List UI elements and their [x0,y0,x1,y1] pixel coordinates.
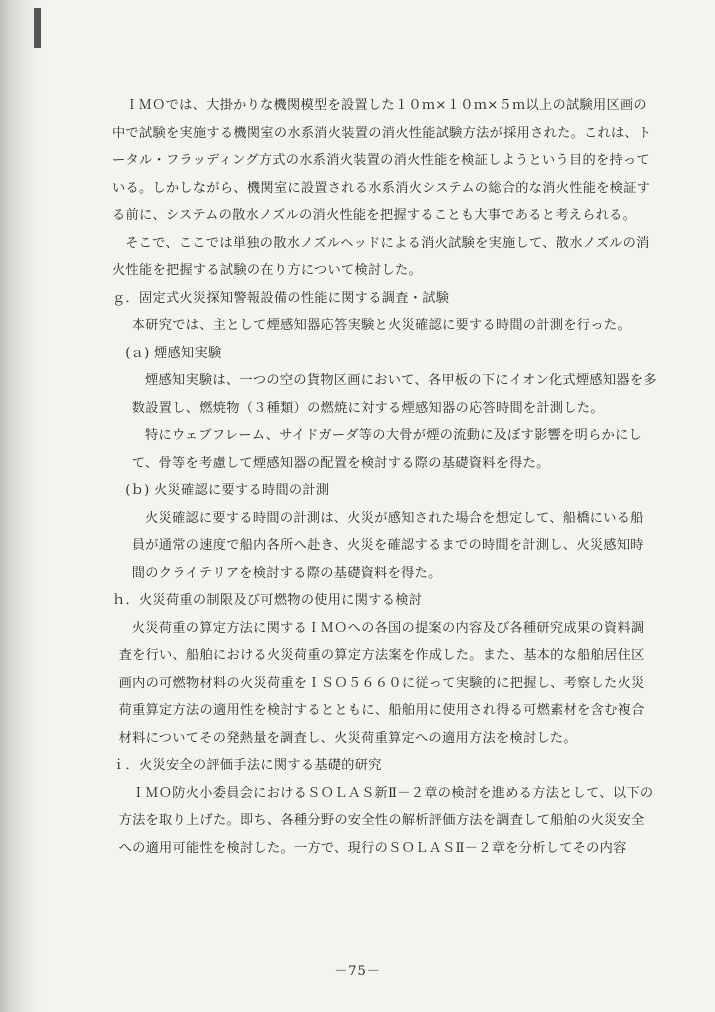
subsection-a-body-1: 煙感知実験は、一つの空の貨物区画において、各甲板の下にイオン化式煙感知器を多数設置し、燃焼物（３種類）の燃焼に対する煙感知器の応答時間を計測した。 [131,373,657,416]
scan-binding-mark [34,8,41,48]
section-heading-h: ｈ．火災荷重の制限及び可燃物の使用に関する検討 [112,593,423,608]
section-heading-i: ｉ．火災安全の評価手法に関する基礎的研究 [112,758,382,773]
section-heading-g: ｇ．固定式火災探知警報設備の性能に関する調査・試験 [112,290,450,306]
page-number: －75－ [334,964,381,979]
document-body [112,92,657,862]
paragraph-nozzle-test: そこで、ここでは単独の散水ノズルヘッドによる消火試験を実施して、散水ノズルの消火性能を把握する試験の在り方について検討した。 [112,235,650,278]
scan-binding-edge [0,0,46,1012]
section-h-body: 火災荷重の算定方法に関するＩＭＯへの各国の提案の内容及び各種研究成果の資料調査を行い、船舶における火災荷重の算定方法案を作成した。また、基本的な船舶居住区画内の可燃物材料の火災荷重をＩＳＯ５６６０に従って実験的に把握し、考察した火災荷重算定方法の適用性を検討するとともに、船舶用に使用され得る可燃素材を含む複合材料についてその発熱量を調査し、火災荷重算定への適用方法を検討した。 [118,620,645,746]
subsection-heading-a: (ａ) 煙感知実験 [125,345,222,361]
subsection-heading-b: (ｂ) 火災確認に要する時間の計測 [125,483,330,498]
paragraph-imo-test-method: ＩＭＯでは、大掛かりな機関模型を設置した１０ｍ×１０ｍ×５ｍ以上の試験用区画の中で試験を実施する機関室の水系消火装置の消火性能試験方法が採用された。これは、トータル・フラッディング方式の水系消火装置の消火性能を検証しようという目的を持っている。しかしながら、機関室に設置される水系消火システムの総合的な消火性能を検証する前に、システムの散水ノズルの消火性能を把握することも大事であると考えられる。 [112,98,652,223]
section-i-body: ＩＭＯ防火小委員会におけるＳＯＬＡＳ新Ⅱ－２章の検討を進める方法として、以下の方法を取り上げた。即ち、各種分野の安全性の解析評価方法を調査して船舶の火災安全への適用可能性を検討した。一方で、現行のＳＯＬＡＳⅡ－２章を分析してその内容 [118,785,654,856]
section-g-body: 本研究では、主として煙感知器応答実験と火災確認に要する時間の計測を行った。 [131,318,631,333]
subsection-a-body-2: 特にウェブフレーム、サイドガーダ等の大骨が煙の流動に及ぼす影響を明らかにして、骨等を考慮して煙感知器の配置を検討する際の基礎資料を得た。 [131,428,643,471]
subsection-b-body: 火災確認に要する時間の計測は、火災が感知された場合を想定して、船橋にいる船員が通常の速度で船内各所へ赴き、火災を確認するまでの時間を計測し、火災感知時間のクライテリアを検討する際の基礎資料を得た。 [131,510,644,581]
